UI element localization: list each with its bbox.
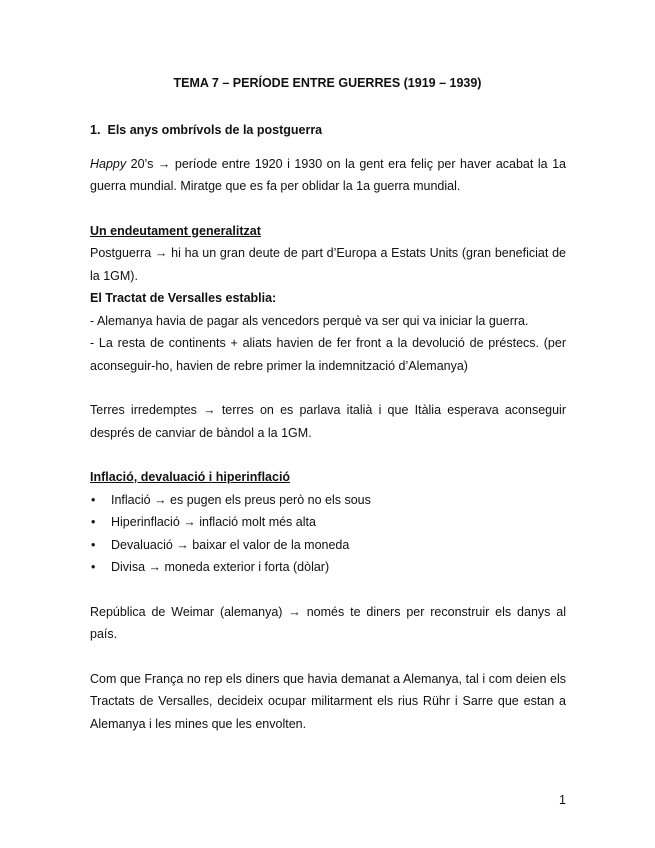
intro-emphasis: Happy — [90, 156, 127, 171]
section-heading-text: Els anys ombrívols de la postguerra — [107, 123, 323, 137]
list-item-text: Inflació → es pugen els preus però no els sous — [111, 492, 371, 507]
page-number: 1 — [559, 793, 566, 807]
list-item — [90, 489, 566, 512]
intro-paragraph — [90, 153, 566, 198]
spacer — [90, 377, 566, 399]
spacer — [90, 646, 566, 668]
bullet-icon: • — [91, 560, 96, 574]
list-item — [90, 556, 566, 579]
versalles-heading: El Tractat de Versalles establia: — [90, 291, 277, 305]
inflacio-list — [90, 489, 566, 579]
list-item — [90, 511, 566, 534]
bullet-icon: • — [91, 537, 96, 552]
spacer — [90, 198, 566, 220]
list-item-text: Divisa → moneda exterior i forta (dòlar) — [111, 560, 330, 574]
bullet-icon: • — [91, 492, 96, 507]
intro-text: 20’s → període entre 1920 i 1930 on la gent era feliç per haver acabat la 1a guerra mundial. Miratge que es fa per oblidar la 1a guerra mundial. — [90, 156, 566, 193]
list-item-text: Hiperinflació → inflació molt més alta — [111, 515, 316, 529]
section-number: 1. — [90, 123, 101, 137]
subheading-inflacio: Inflació, devaluació i hiperinflació — [90, 470, 291, 484]
section-heading — [90, 119, 566, 142]
terres-paragraph: Terres irredemptes → terres on es parlava italià i que Itàlia esperava aconseguir després de canviar de bàndol a la 1GM. — [90, 403, 566, 440]
versalles-item: - Alemanya havia de pagar als vencedors perquè va ser qui va iniciar la guerra. — [90, 313, 529, 328]
spacer — [90, 579, 566, 601]
franca-paragraph: Com que França no rep els diners que havia demanat a Alemanya, tal i com deien els Tractats de Versalles, decideix ocupar militarment els rius Rühr i Sarre que estan a Alemanya i les mines que les envolten. — [90, 671, 566, 731]
subheading-endeutament: Un endeutament generalitzat — [90, 223, 261, 238]
endeutament-paragraph: Postguerra → hi ha un gran deute de part d’Europa a Estats Units (gran beneficiat de la 1GM). — [90, 246, 566, 283]
versalles-item: - La resta de continents + aliats havien de fer front a la devolució de préstecs. (per aconseguir-ho, havien de rebre primer la indemnització d’Alemanya) — [90, 336, 566, 373]
bullet-icon: • — [91, 515, 96, 529]
weimar-paragraph: República de Weimar (alemanya) → només te diners per reconstruir els danys al país. — [90, 604, 566, 641]
spacer — [90, 444, 566, 466]
list-item-text: Devaluació → baixar el valor de la moneda — [111, 537, 350, 552]
document-title: TEMA 7 – PERÍODE ENTRE GUERRES (1919 – 1939) — [173, 76, 482, 90]
document-body — [90, 119, 566, 735]
list-item — [90, 534, 566, 557]
